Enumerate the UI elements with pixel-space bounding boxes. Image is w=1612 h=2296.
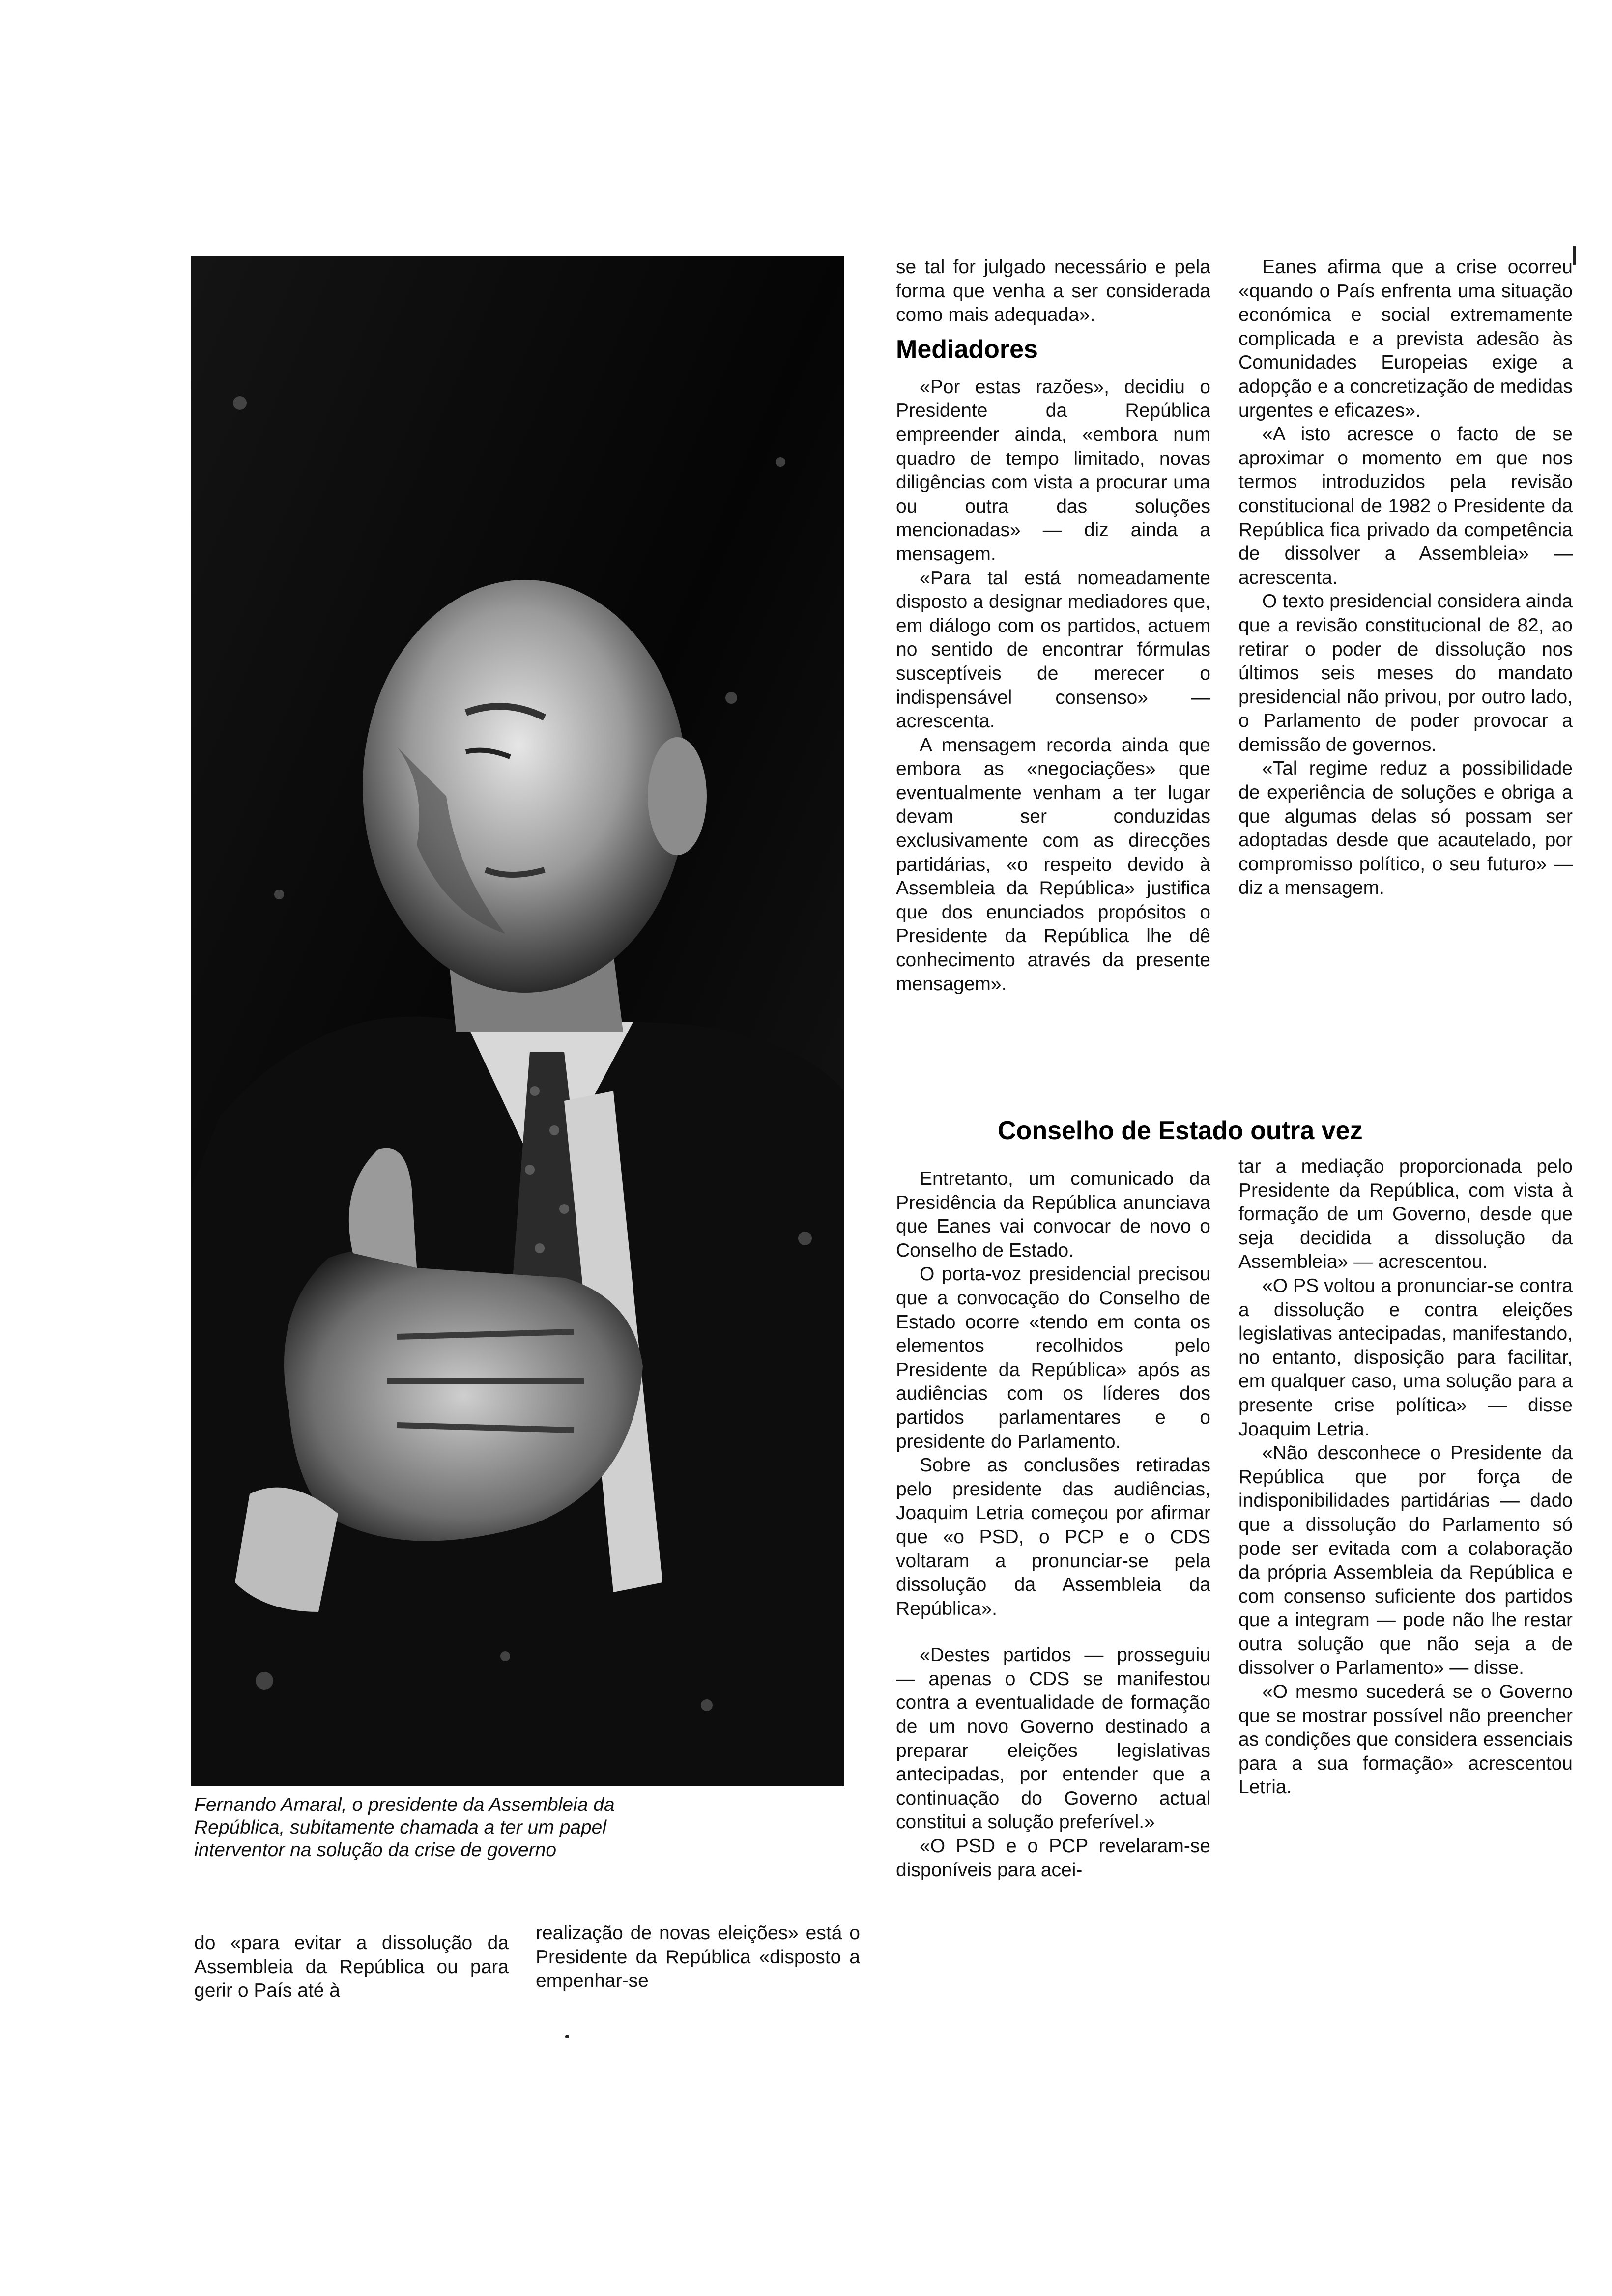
paragraph: Entretanto, um comunicado da Presidência da República anunciava que Eanes vai convocar de novo o Conselho de Estado. bbox=[896, 1168, 1210, 1261]
paragraph: «Por estas razões», decidiu o Presidente da República empreender ainda, «embora num quadro de tempo limitado, novas diligências com vista a procurar uma ou outra das soluções mencionadas» — diz ainda a mensagem. bbox=[896, 376, 1210, 565]
paragraph: «Para tal está nomeadamente disposto a designar mediadores que, em diálogo com os partidos, actuem no sentido de encontrar fórmulas susceptíveis de merecer o indispensável consenso» — acrescenta. bbox=[896, 567, 1210, 732]
print-speck bbox=[1573, 246, 1576, 265]
paragraph: realização de novas eleições» está o Presidente da República «disposto a empenhar-se bbox=[536, 1923, 860, 1992]
subheading-mediadores: Mediadores bbox=[896, 335, 1038, 364]
article-column-3 bbox=[896, 1167, 1210, 1882]
print-speck bbox=[565, 2035, 569, 2038]
portrait-photo bbox=[191, 256, 844, 1786]
article-column-1 bbox=[896, 256, 1210, 996]
paragraph: «Destes partidos — prosseguiu — apenas o CDS se manifestou contra a eventualidade de formação de um novo Governo destinado a preparar eleições legislativas antecipadas, por entender que a continuação do Governo actual constitui a solução preferível.» bbox=[896, 1644, 1210, 1833]
paragraph: «O mesmo sucederá se o Governo que se mostrar possível não preencher as condições que considera essenciais para a sua formação» acrescentou Letria. bbox=[1238, 1681, 1573, 1798]
bottom-column-a bbox=[194, 1931, 509, 2003]
subheading-conselho-de-estado: Conselho de Estado outra vez bbox=[998, 1117, 1363, 1145]
paragraph: O texto presidencial considera ainda que a revisão constitucional de 82, ao retirar o poder de dissolução nos últimos seis meses do mandato presidencial não privou, por outro lado, o Parlamento de poder provocar a demissão de governos. bbox=[1238, 591, 1573, 755]
paragraph: tar a mediação proporcionada pelo Presidente da República, com vista à formação de um Governo, desde que seja decidida a dissolução da Assembleia» — acrescentou. bbox=[1238, 1156, 1573, 1273]
article-column-4 bbox=[1238, 1155, 1573, 1800]
paragraph: «O PSD e o PCP revelaram-se disponíveis para acei- bbox=[896, 1836, 1210, 1881]
article-column-2 bbox=[1238, 256, 1573, 900]
paragraph: «A isto acresce o facto de se aproximar o momento em que nos termos introduzidos pela revisão constitucional de 1982 o Presidente da República fica privado da competência de dissolver a Assembleia» — acrescenta. bbox=[1238, 424, 1573, 588]
bottom-column-b bbox=[536, 1922, 860, 1993]
portrait-illustration bbox=[191, 256, 844, 1786]
paragraph: O porta-voz presidencial precisou que a convocação do Conselho de Estado ocorre «tendo em conta os elementos recolhidos pelo Presidente da República» após as audiências com os líderes dos partidos parlamentares e o presidente do Parlamento. bbox=[896, 1263, 1210, 1452]
paragraph: «Não desconhece o Presidente da República que por força de indisponibilidades partidárias — dado que a dissolução do Parlamento só pode ser evitada com a colaboração da própria Assembleia da República e com consenso suficiente dos partidos que a integram — pode não lhe restar outra solução que não seja a de dissolver o Parlamento» — disse. bbox=[1238, 1442, 1573, 1679]
paragraph: Eanes afirma que a crise ocorreu «quando o País enfrenta uma situação económica e social extremamente complicada e a prevista adesão às Comunidades Europeias exige a adopção e a concretização de medidas urgentes e eficazes». bbox=[1238, 257, 1573, 421]
photo-caption: Fernando Amaral, o presidente da Assembleia da República, subitamente chamada a ter um papel interventor na solução da crise de governo bbox=[194, 1794, 615, 1861]
paragraph: «O PS voltou a pronunciar-se contra a dissolução e contra eleições legislativas antecipadas, manifestando, no entanto, disposição para facilitar, em qualquer caso, uma solução para a presente crise política» — disse Joaquim Letria. bbox=[1238, 1275, 1573, 1440]
paragraph: Sobre as conclusões retiradas pelo presidente das audiências, Joaquim Letria começou por afirmar que «o PSD, o PCP e o CDS voltaram a pronunciar-se pela dissolução da Assembleia da República». bbox=[896, 1455, 1210, 1619]
paragraph: do «para evitar a dissolução da Assembleia da República ou para gerir o País até à bbox=[194, 1932, 509, 2002]
paragraph: se tal for julgado necessário e pela forma que venha a ser considerada como mais adequada». bbox=[896, 257, 1210, 326]
paragraph: «Tal regime reduz a possibilidade de experiência de soluções e obriga a que algumas delas só possam ser adoptadas desde que acautelado, por compromisso político, o seu futuro» — diz a mensagem. bbox=[1238, 758, 1573, 899]
paragraph: A mensagem recorda ainda que embora as «negociações» que eventualmente venham a ter lugar devam ser conduzidas exclusivamente com as direcções partidárias, «o respeito devido à Assembleia da República» justifica que dos enunciados propósitos o Presidente da República lhe dê conhecimento através da presente mensagem». bbox=[896, 734, 1210, 995]
